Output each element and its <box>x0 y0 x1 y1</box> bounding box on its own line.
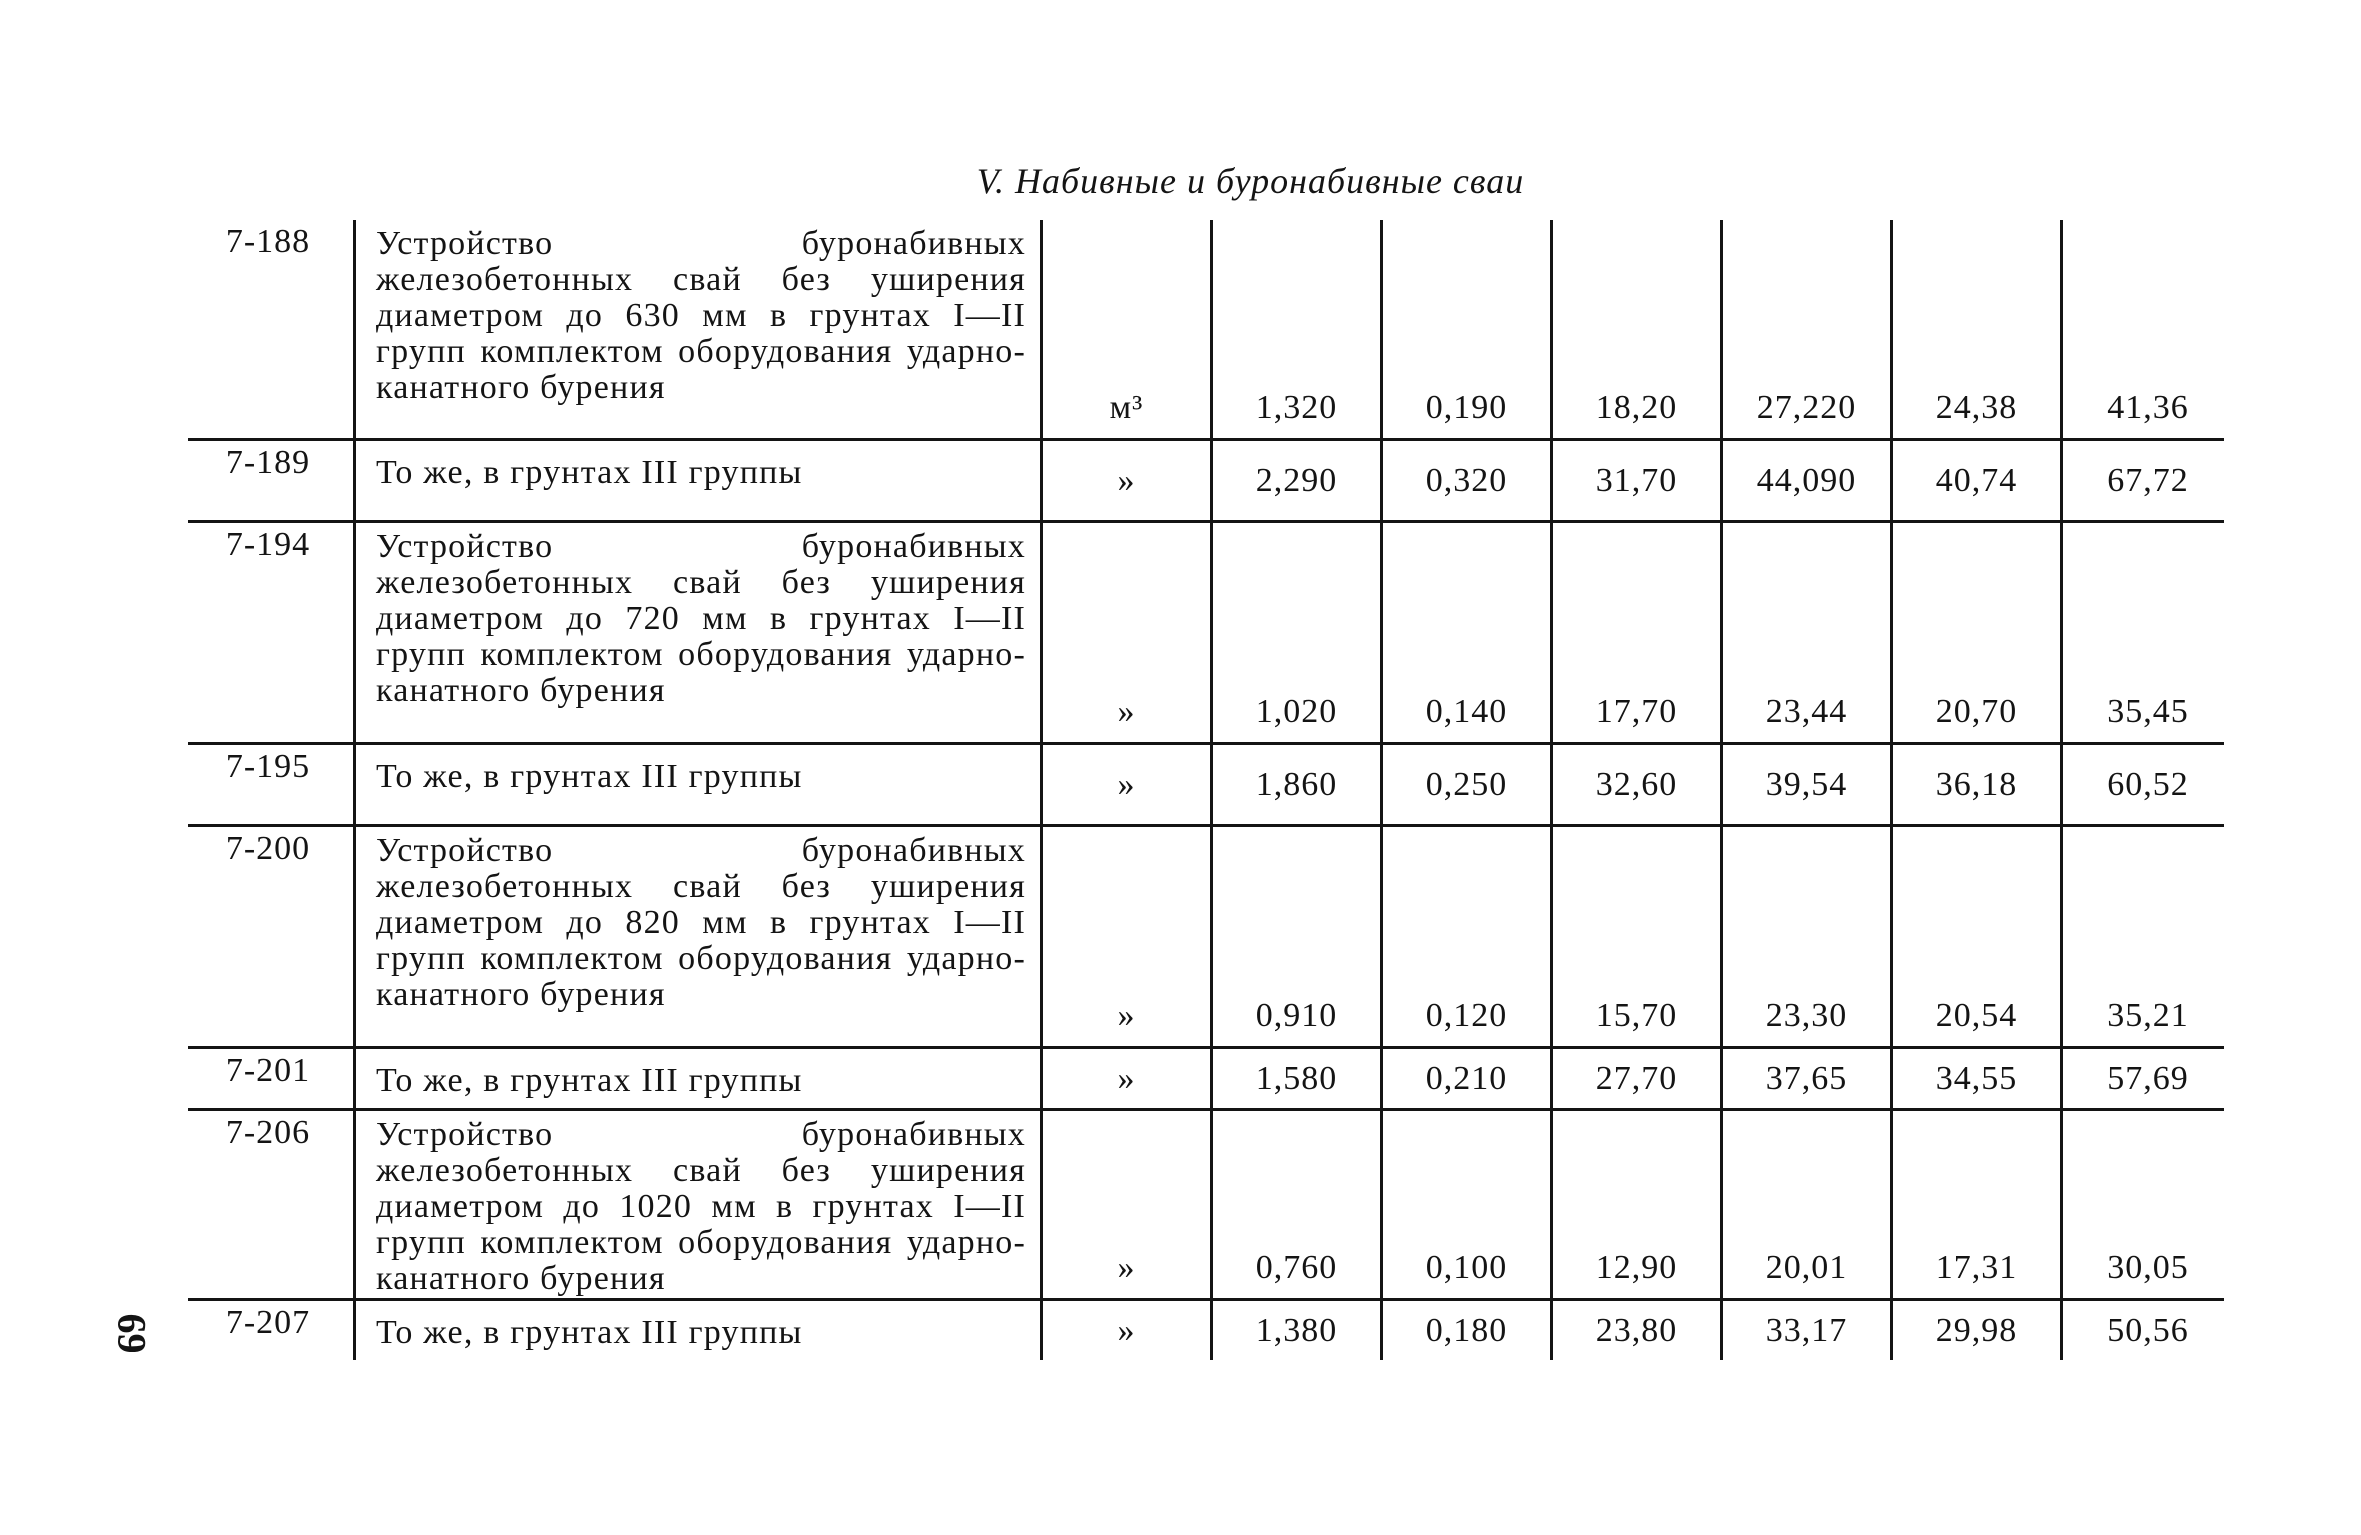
row-value: 0,910 <box>1213 827 1383 1046</box>
row-value: 12,90 <box>1553 1111 1723 1298</box>
row-code: 7-200 <box>225 830 311 867</box>
row-value: 35,45 <box>2107 693 2189 730</box>
row-value: 41,36 <box>2107 389 2189 426</box>
row-value: 20,54 <box>1893 827 2063 1046</box>
row-value: 23,44 <box>1723 523 1893 742</box>
rates-table <box>188 220 2224 1360</box>
table-row <box>188 520 2224 742</box>
row-value: 33,17 <box>1723 1301 1893 1360</box>
table-row <box>188 824 2224 1046</box>
page-number: 69 <box>109 1313 155 1354</box>
row-value: 24,38 <box>1893 220 2063 438</box>
table-row <box>188 220 2224 438</box>
row-value: 37,65 <box>1723 1049 1893 1108</box>
row-value: 23,30 <box>1723 827 1893 1046</box>
row-value: 1,580 <box>1213 1049 1383 1108</box>
row-value: 0,190 <box>1383 220 1553 438</box>
table-row <box>188 1046 2224 1108</box>
section-title: V. Набивные и буронабивные сваи <box>976 161 1525 201</box>
row-code: 7-194 <box>225 526 311 563</box>
row-value: 34,55 <box>1893 1049 2063 1108</box>
row-value: 0,250 <box>1383 745 1553 824</box>
row-unit: » <box>1043 1301 1213 1360</box>
row-description: Устройство буронабивных железобетонных свай без уширения диаметром до 1020 мм в грунтах I—II групп комплектом оборудования ударно-канатного бурения <box>353 1111 1043 1298</box>
row-description: То же, в грунтах III группы <box>353 745 1043 824</box>
row-value: 0,210 <box>1383 1049 1553 1108</box>
row-description: То же, в грунтах III группы <box>353 1049 1043 1108</box>
row-value: 67,72 <box>2107 461 2189 499</box>
row-unit: » <box>1043 441 1213 520</box>
row-value: 31,70 <box>1553 441 1723 520</box>
row-value: 60,52 <box>2107 765 2189 803</box>
row-value: 36,18 <box>1893 745 2063 824</box>
row-unit: » <box>1043 1111 1213 1298</box>
table-row <box>188 1108 2224 1298</box>
row-value: 0,180 <box>1383 1301 1553 1360</box>
row-description: Устройство буронабивных железобетонных свай без уширения диаметром до 820 мм в грунтах I—II групп комплектом оборудования ударно-канатного бурения <box>353 827 1043 1046</box>
row-value: 1,860 <box>1213 745 1383 824</box>
row-unit: м³ <box>1043 220 1213 438</box>
row-unit: » <box>1043 745 1213 824</box>
row-unit: » <box>1043 523 1213 742</box>
row-code: 7-189 <box>225 444 311 481</box>
row-value: 0,100 <box>1383 1111 1553 1298</box>
row-value: 1,380 <box>1213 1301 1383 1360</box>
row-value: 57,69 <box>2107 1059 2189 1097</box>
table-row <box>188 742 2224 824</box>
row-value: 39,54 <box>1723 745 1893 824</box>
row-value: 2,290 <box>1213 441 1383 520</box>
row-value: 32,60 <box>1553 745 1723 824</box>
row-value: 1,320 <box>1213 220 1383 438</box>
row-description: Устройство буронабивных железобетонных свай без уширения диаметром до 720 мм в грунтах I—II групп комплектом оборудования ударно-канатного бурения <box>353 523 1043 742</box>
row-value: 18,20 <box>1553 220 1723 438</box>
row-value: 20,70 <box>1893 523 2063 742</box>
row-description: Устройство буронабивных железобетонных свай без уширения диаметром до 630 мм в грунтах I—II групп комплектом оборудования ударно-канатного бурения <box>353 220 1043 438</box>
row-value: 40,74 <box>1893 441 2063 520</box>
row-value: 27,70 <box>1553 1049 1723 1108</box>
row-value: 0,760 <box>1213 1111 1383 1298</box>
row-code: 7-188 <box>225 223 311 260</box>
row-value: 23,80 <box>1553 1301 1723 1360</box>
row-unit: » <box>1043 827 1213 1046</box>
row-value: 20,01 <box>1723 1111 1893 1298</box>
row-value: 35,21 <box>2107 997 2189 1034</box>
row-description: То же, в грунтах III группы <box>353 1301 1043 1360</box>
table-row <box>188 438 2224 520</box>
row-code: 7-195 <box>225 748 311 785</box>
row-value: 27,220 <box>1723 220 1893 438</box>
row-value: 30,05 <box>2107 1249 2189 1286</box>
row-value: 50,56 <box>2107 1311 2189 1349</box>
row-value: 0,320 <box>1383 441 1553 520</box>
row-value: 1,020 <box>1213 523 1383 742</box>
row-unit: » <box>1043 1049 1213 1108</box>
row-code: 7-207 <box>225 1304 311 1341</box>
row-code: 7-206 <box>225 1114 311 1151</box>
row-value: 0,120 <box>1383 827 1553 1046</box>
row-description: То же, в грунтах III группы <box>353 441 1043 520</box>
row-value: 44,090 <box>1723 441 1893 520</box>
row-value: 15,70 <box>1553 827 1723 1046</box>
row-code: 7-201 <box>225 1052 311 1089</box>
row-value: 29,98 <box>1893 1301 2063 1360</box>
table-row <box>188 1298 2224 1360</box>
row-value: 17,31 <box>1893 1111 2063 1298</box>
row-value: 0,140 <box>1383 523 1553 742</box>
row-value: 17,70 <box>1553 523 1723 742</box>
